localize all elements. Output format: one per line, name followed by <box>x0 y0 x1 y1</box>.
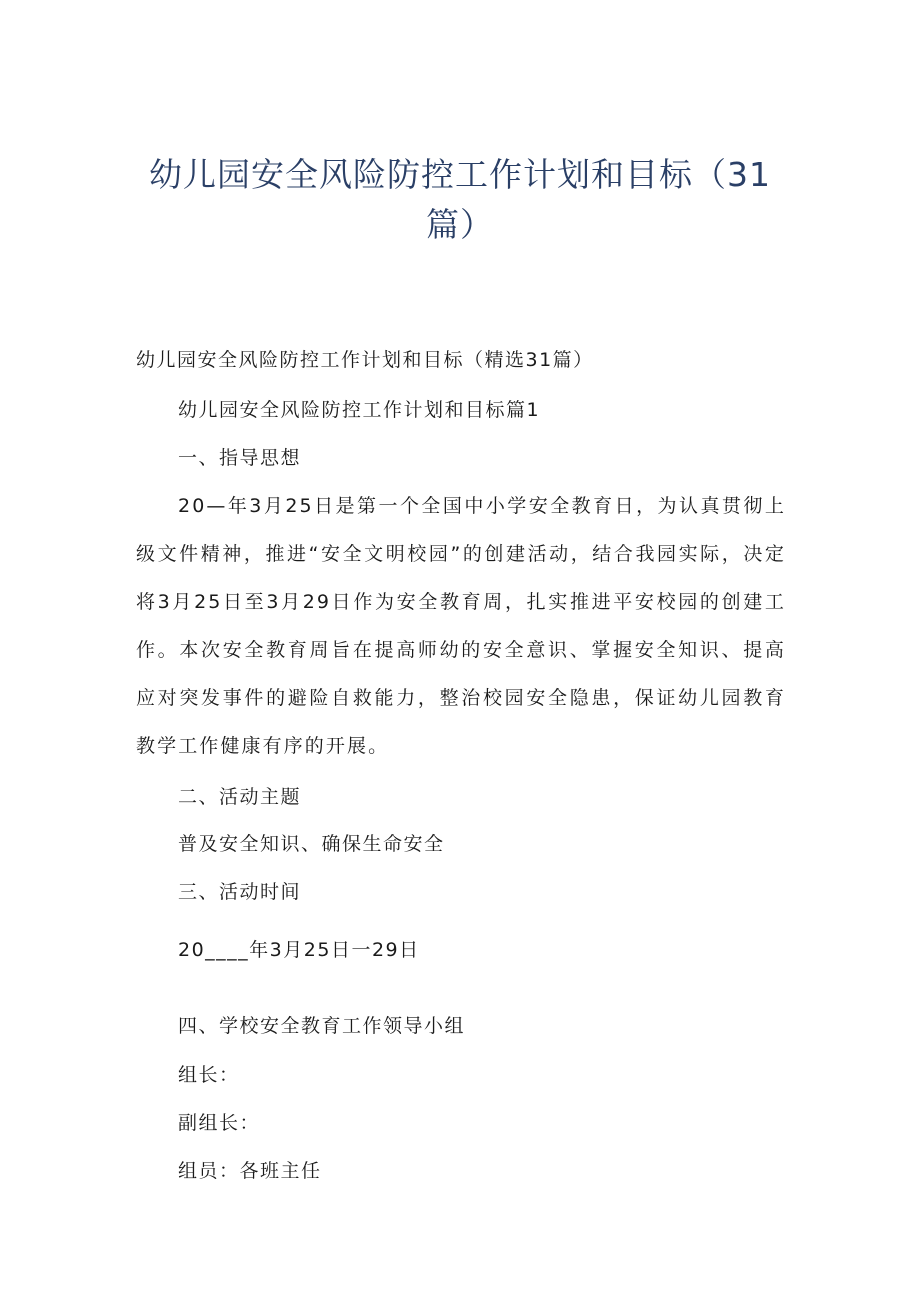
paragraph-activity-theme: 普及安全知识、确保生命安全 <box>178 833 445 855</box>
paragraph-guiding-ideology: 20—年3月25日是第一个全国中小学安全教育日，为认真贯彻上级文件精神，推进“安全文明校园”的创建活动，结合我园实际，决定将3月25日至3月29日作为安全教育周，扎实推进平安校园的创建工作。本次安全教育周旨在提高师幼的安全意识、掌握安全知识、提高应对突发事件的避险自救能力，整治校园安全隐患，保证幼儿园教育教学工作健康有序的开展。 <box>136 495 786 757</box>
heading-activity-time: 三、活动时间 <box>178 881 302 903</box>
intro-line: 幼儿园安全风险防控工作计划和目标（精选31篇） <box>136 349 594 371</box>
section-heading: 幼儿园安全风险防控工作计划和目标篇1 <box>178 399 541 421</box>
group-vice-leader: 副组长： <box>178 1112 261 1134</box>
heading-leadership-group: 四、学校安全教育工作领导小组 <box>178 1015 466 1037</box>
paragraph-activity-time: 20____年3月25日一29日 <box>178 939 420 961</box>
document-title: 幼儿园安全风险防控工作计划和目标（31篇） <box>149 155 771 244</box>
group-leader: 组长： <box>178 1064 240 1086</box>
group-members: 组员：各班主任 <box>178 1160 322 1182</box>
heading-activity-theme: 二、活动主题 <box>178 786 302 808</box>
heading-guiding-ideology: 一、指导思想 <box>178 447 302 469</box>
